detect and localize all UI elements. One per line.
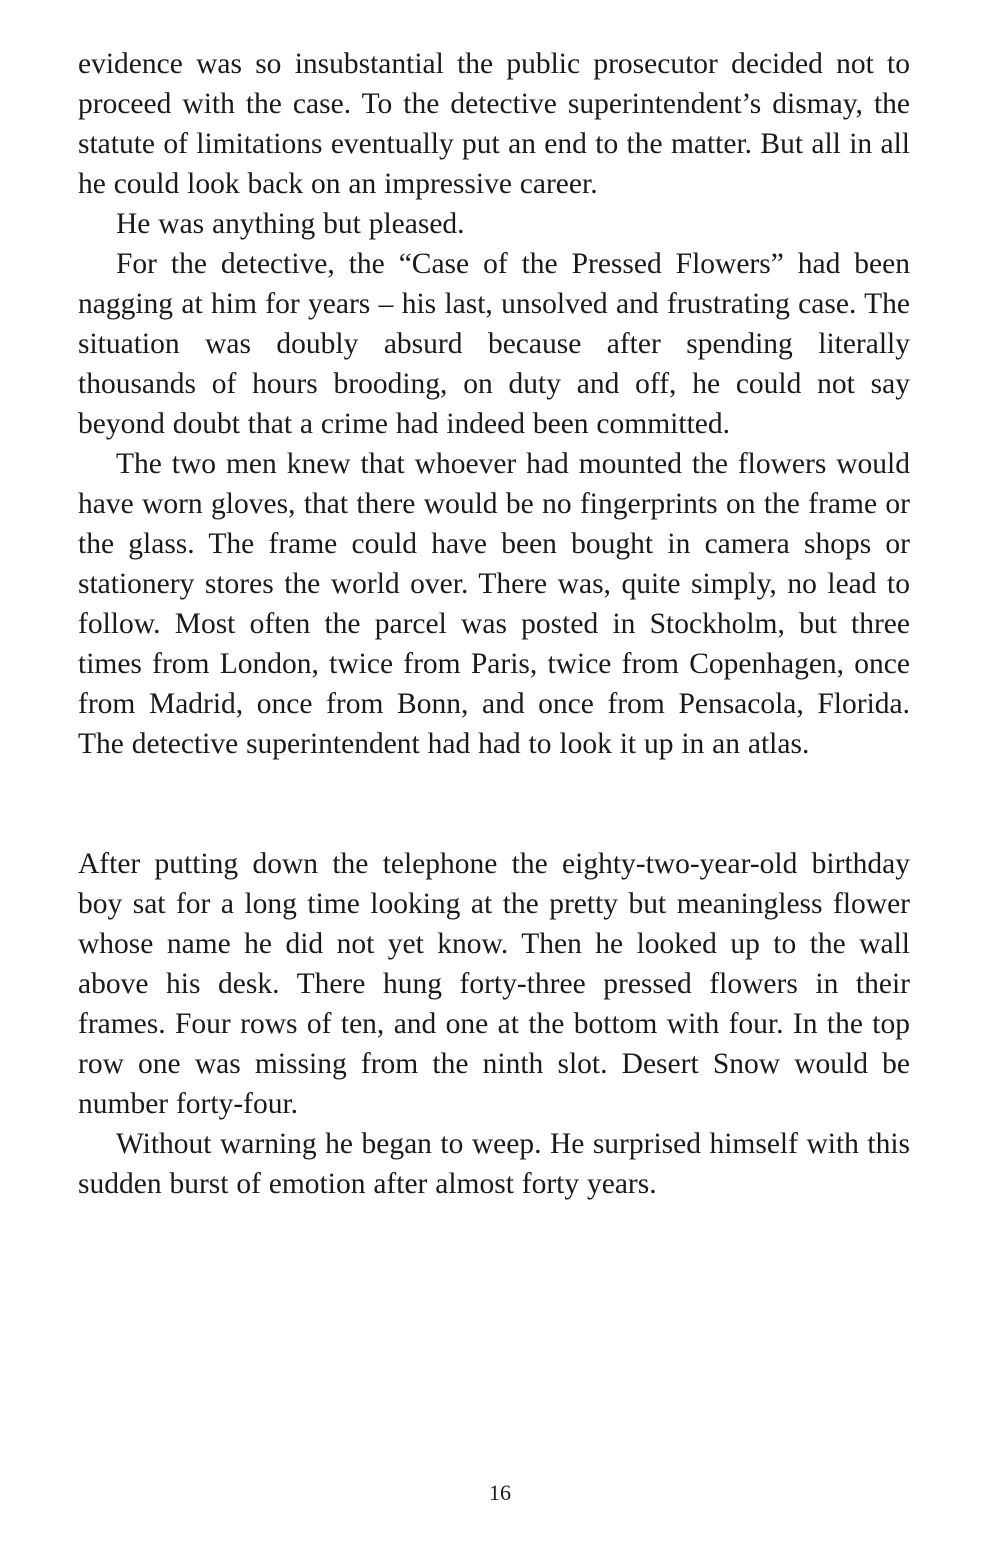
- paragraph: After putting down the telephone the eighty-two-year-old birthday boy sat for a long time looking at the pretty but meaningless flower whose name he did not yet know. Then he looked up to the wall above his desk. There hung forty-three pressed flowers in their frames. Four rows of ten, and one at the bottom with four. In the top row one was missing from the ninth slot. Desert Snow would be number forty-four.: [78, 848, 910, 1120]
- paragraph-continuation: evidence was so insubstantial the public prosecutor decided not to proceed with the case. To the detective superintendent’s dismay, the statute of limitations eventually put an end to the matter. But all in all he could look back on an impressive career.: [78, 48, 910, 200]
- paragraph: He was anything but pleased.: [116, 208, 465, 240]
- page-number: 16: [489, 1480, 511, 1505]
- section-break: [78, 764, 910, 844]
- paragraph: The two men knew that whoever had mounted the flowers would have worn gloves, that there would be no fingerprints on the frame or the glass. The frame could have been bought in camera shops or stationery stores the world over. There was, quite simply, no lead to follow. Most often the parcel was posted in Stockholm, but three times from London, twice from Paris, twice from Copenhagen, once from Madrid, once from Bonn, and once from Pensacola, Florida. The detective superintendent had had to look it up in an atlas.: [78, 448, 910, 760]
- paragraph: For the detective, the “Case of the Pressed Flowers” had been nagging at him for years – his last, unsolved and frustrating case. The situation was doubly absurd because after spending literally thousands of hours brooding, on duty and off, he could not say beyond doubt that a crime had indeed been committed.: [78, 248, 910, 440]
- page-body: [78, 44, 910, 1204]
- paragraph: Without warning he began to weep. He surprised himself with this sudden burst of emotion after almost forty years.: [78, 1128, 910, 1200]
